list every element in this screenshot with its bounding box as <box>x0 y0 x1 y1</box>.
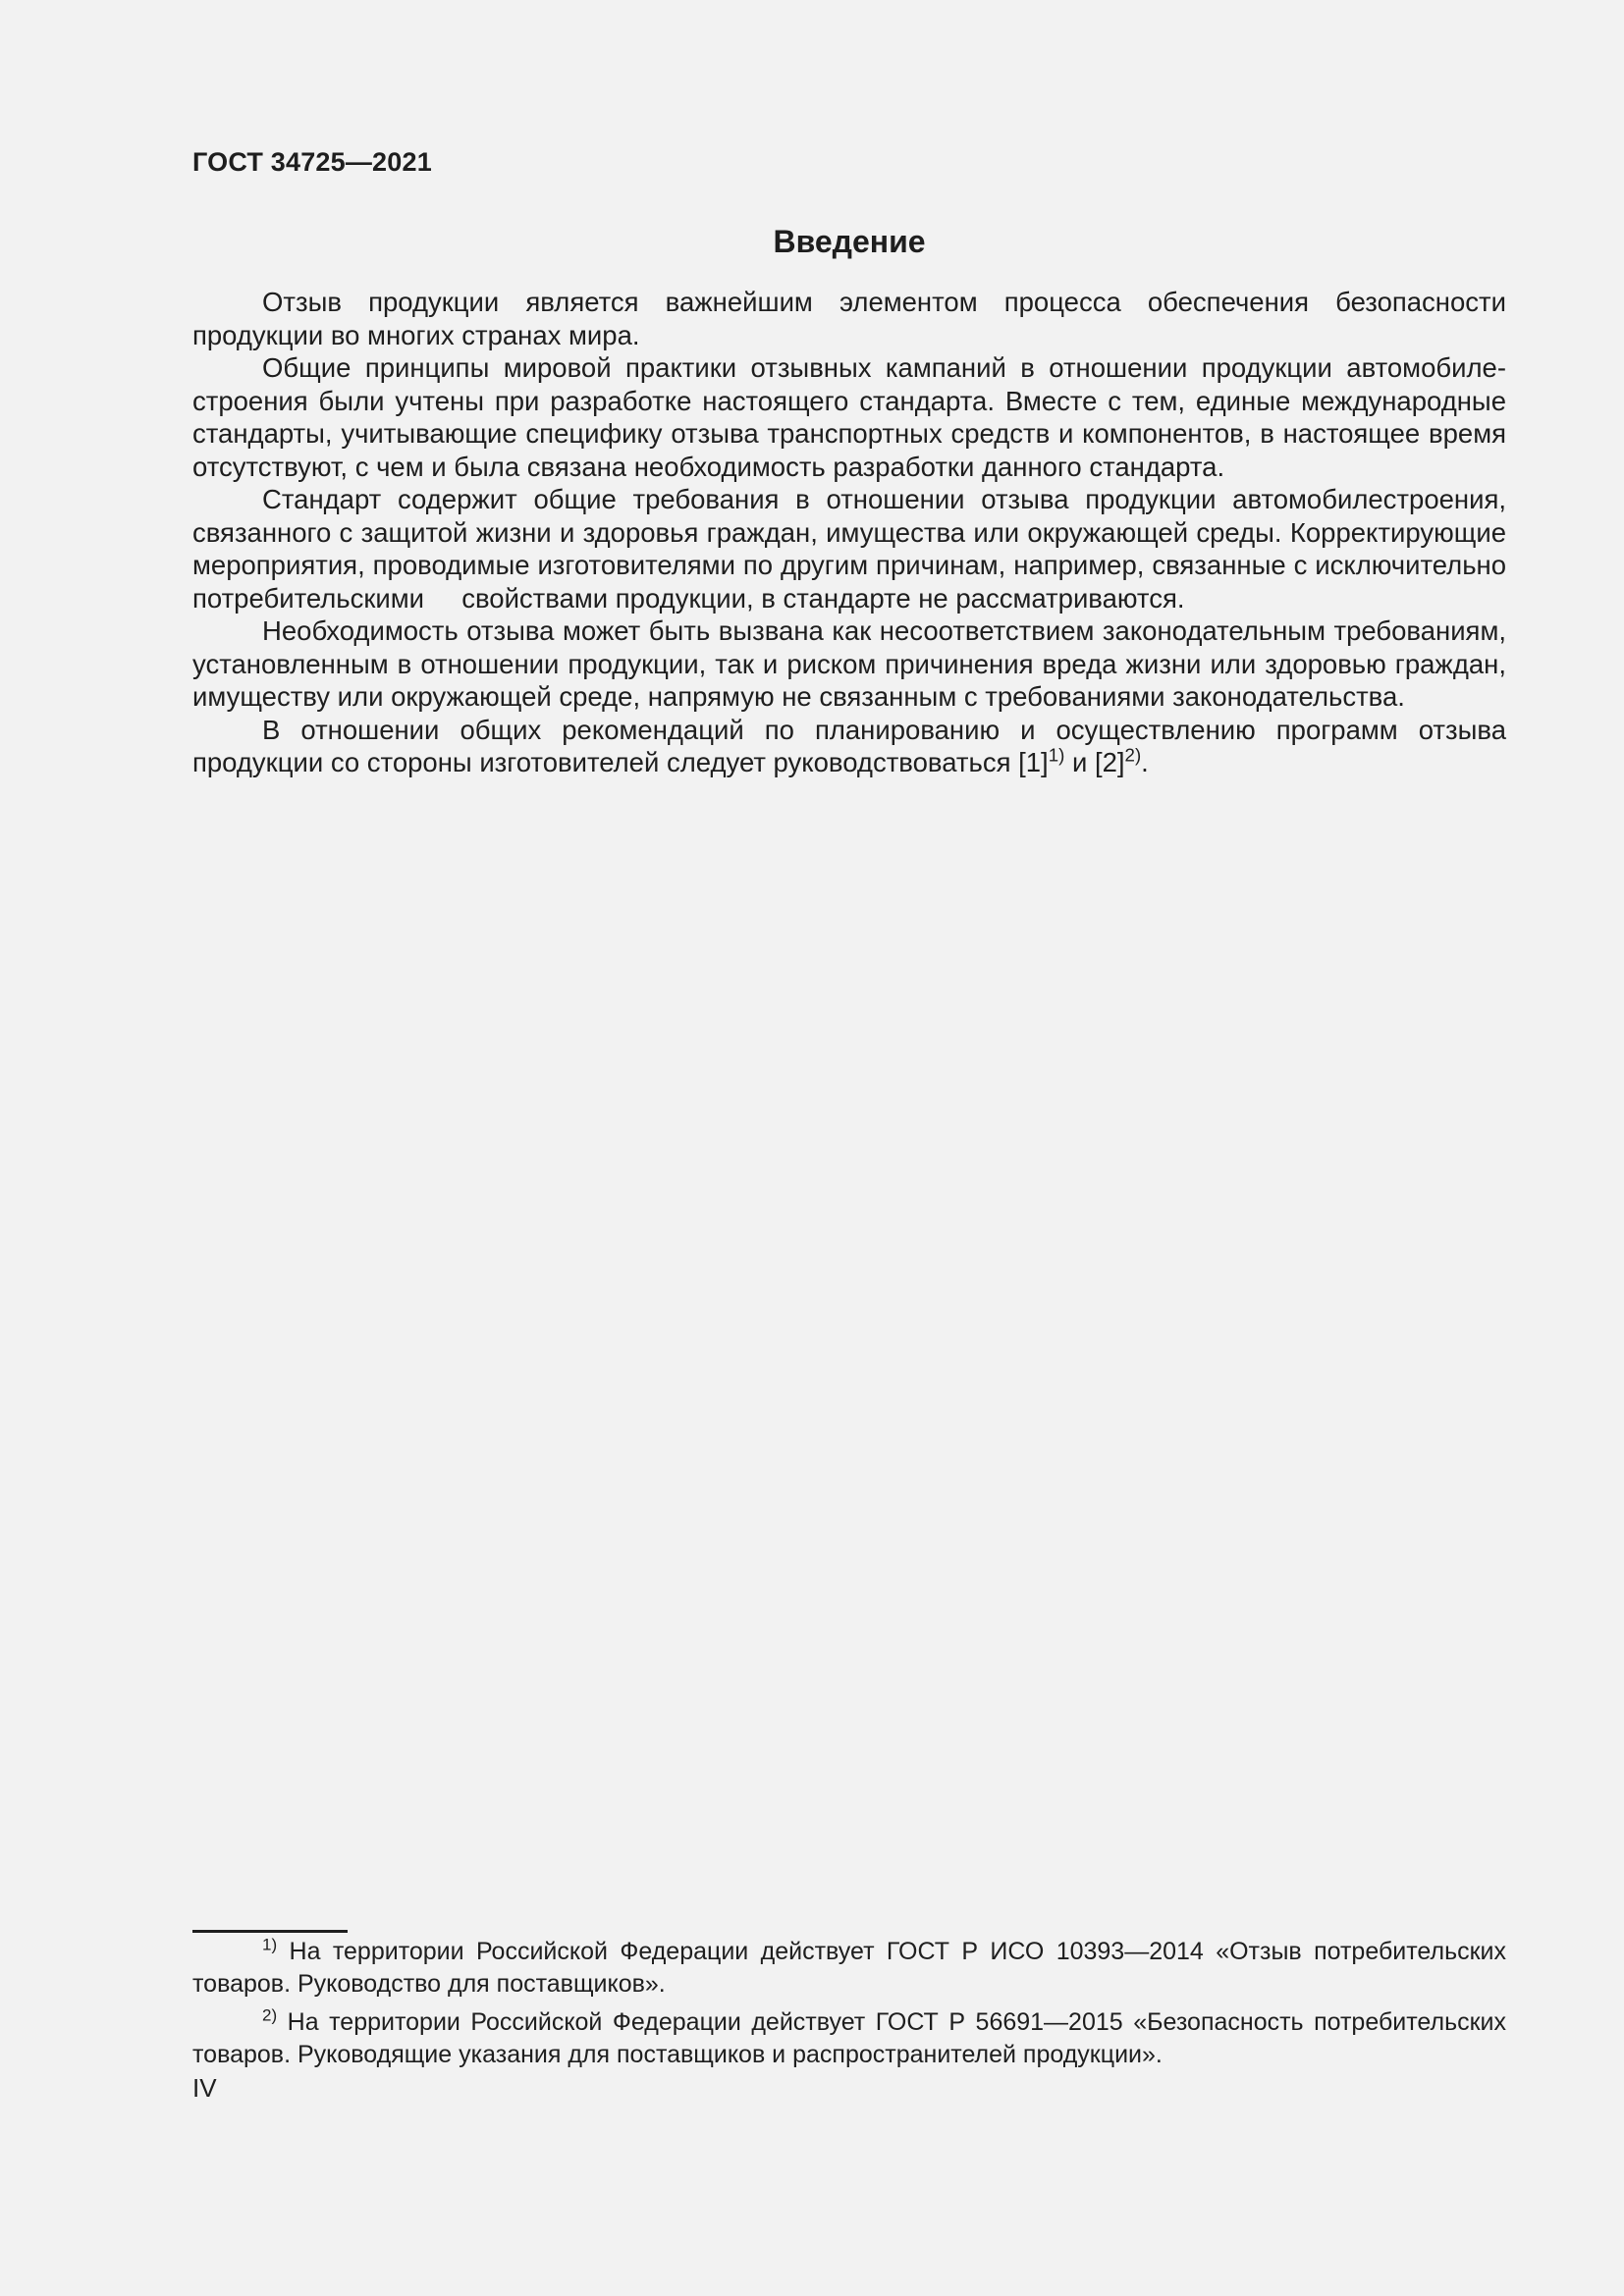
paragraph-text: В отношении общих рекомендаций по планированию и осуществлению программ отзыва продукции со стороны изготовителей следует руководствоваться <box>192 714 1506 777</box>
section-title: Введение <box>773 224 926 259</box>
document-code: ГОСТ 34725—2021 <box>192 147 432 177</box>
footnote-text: На территории Российской Федерации действует ГОСТ Р 56691—2015 «Безопасность потребительских товаров. Руководящие указания для поставщиков и распространителей продукции». <box>192 2008 1506 2068</box>
paragraph: Стандарт содержит общие требования в отношении отзыва продукции автомобилестроения, связанного с защитой жизни и здоровья граждан, имущества или окружающей среды. Корректирующие мероприятия, проводимые изготовителями по другим причинам, например, связанные с исключительно потребительскими свойствами продукции, в стандарте не рассматриваются. <box>192 484 1514 614</box>
footnote-item <box>192 2006 1506 2071</box>
reference-2: [2] <box>1094 747 1125 777</box>
footnote-separator <box>192 1930 348 1933</box>
paragraph: Необходимость отзыва может быть вызвана как несоответствием законодательным требованиям, установленным в отношении продукции, так и риском причинения вреда жизни или здоровью граждан, имуществу или окружающей среде, напрямую не связанным с требованиями законодательства. <box>192 615 1506 712</box>
paragraph-end: . <box>1141 747 1149 777</box>
footnote-item <box>192 1936 1506 2001</box>
page-number: IV <box>192 2073 217 2103</box>
paragraph: Отзыв продукции является важнейшим элементом процесса обеспечения безопасности продукции во многих странах мира. <box>192 287 1506 350</box>
paragraph-with-references <box>192 714 1506 779</box>
footnote-mark-2: 2) <box>1124 744 1142 766</box>
reference-1: [1] <box>1018 747 1049 777</box>
footnote-mark-1: 1) <box>1048 744 1065 766</box>
conjunction: и <box>1071 747 1088 777</box>
footnotes <box>192 1936 1506 2077</box>
footnote-mark: 2) <box>262 2005 278 2025</box>
footnote-mark: 1) <box>262 1935 278 1954</box>
footnote-text: На территории Российской Федерации действует ГОСТ Р ИСО 10393—2014 «Отзыв потребительских товаров. Руководство для поставщиков». <box>192 1938 1507 1998</box>
introduction-body <box>192 286 1514 779</box>
paragraph: Общие принципы мировой практики отзывных кампаний в отношении продукции автомобиле-строения были учтены при разработке настоящего стандарта. Вместе с тем, единые международные стандарты, учитывающие специфику отзыва транспортных средств и компонентов, в настоящее время отсутствуют, с чем и была связана необходимость разработки данного стандарта. <box>192 352 1506 482</box>
